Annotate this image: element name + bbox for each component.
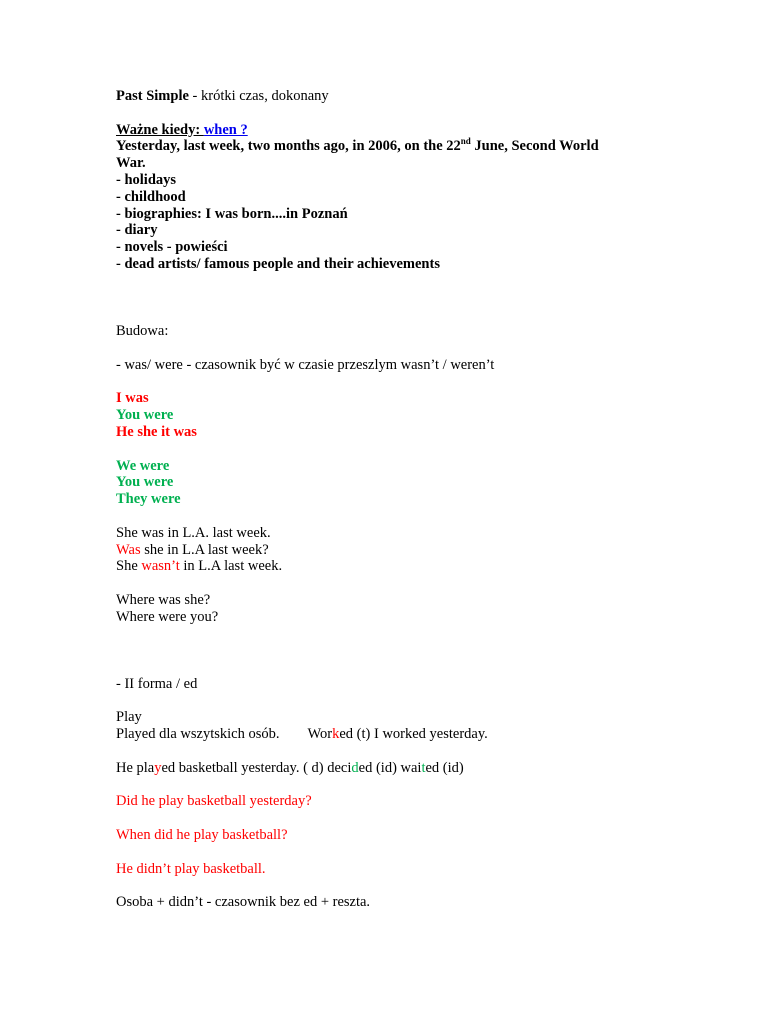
when-link[interactable]: when ? [203, 121, 248, 138]
he-played-y: y [154, 759, 162, 776]
title-rest: - krótki czas, dokonany [188, 88, 329, 104]
example-question [116, 542, 656, 559]
example-negative-post: in L.A last week. [179, 558, 283, 575]
list-item: - dead artists/ famous people and their achievements [116, 255, 440, 272]
example-negative-pre: She [116, 558, 142, 575]
budowa-heading: Budowa: [116, 323, 169, 340]
example-negative-wasnt: wasn’t [141, 558, 180, 575]
pronoun-we-were: We were [116, 457, 170, 474]
list-item: - diary [116, 222, 158, 239]
played-text: Played dla wszytskich osób. [116, 726, 280, 743]
example-statement: She was in L.A. last week. [116, 524, 271, 541]
pronoun-he-she-it: He she it was [116, 423, 197, 440]
pronoun-you-were-plural: You were [116, 474, 174, 491]
play-line: Play [116, 709, 142, 726]
question-did: Did he play basketball yesterday? [116, 793, 312, 810]
he-played-mid: ed basketball yesterday. ( d) deci [161, 759, 352, 776]
rule-line: Osoba + didn’t - czasownik bez ed + reszta. [116, 894, 371, 911]
when-line1-pre: Yesterday, last week, two months ago, in 2006, on the 22 [116, 138, 461, 155]
he-played-line [116, 760, 656, 777]
title-bold: Past Simple [116, 88, 189, 104]
worked-post: ed (t) I worked yesterday. [339, 726, 488, 743]
when-line1-post: June, Second World [470, 138, 599, 155]
pronoun-i-was: I was [116, 390, 149, 407]
he-played-pre: He pla [116, 759, 155, 776]
when-label: Ważne kiedy: [116, 121, 204, 138]
example-negative [116, 558, 656, 575]
he-played-post: ed (id) [425, 759, 464, 776]
where-were-you: Where were you? [116, 608, 219, 625]
when-line2: War. [116, 155, 146, 172]
worked-pre: Wor [307, 726, 333, 743]
decided-d: d [351, 759, 359, 776]
list-item: - holidays [116, 171, 177, 188]
when-heading [116, 122, 656, 139]
waited-t: t [421, 759, 426, 776]
list-item: - biographies: I was born....in Poznań [116, 205, 348, 222]
list-item: - novels - powieści [116, 239, 228, 256]
question-when: When did he play basketball? [116, 827, 288, 844]
he-played-mid2: ed (id) wai [358, 759, 422, 776]
pronoun-you-were: You were [116, 407, 174, 424]
example-question-rest: she in L.A last week? [140, 541, 269, 558]
when-line1-sup: nd [460, 136, 471, 147]
played-line [116, 726, 656, 743]
where-was-she: Where was she? [116, 591, 211, 608]
pronoun-they-were: They were [116, 491, 181, 508]
when-line1 [116, 138, 656, 155]
list-item: - childhood [116, 188, 186, 205]
example-question-was: Was [116, 541, 141, 558]
worked-k: k [332, 726, 340, 743]
forma-heading: - II forma / ed [116, 675, 198, 692]
doc-title [116, 88, 656, 105]
was-were-line: - was/ were - czasownik być w czasie przeszlym wasn’t / weren’t [116, 356, 495, 373]
negative-didnt: He didn’t play basketball. [116, 860, 266, 877]
document-content [116, 88, 656, 911]
